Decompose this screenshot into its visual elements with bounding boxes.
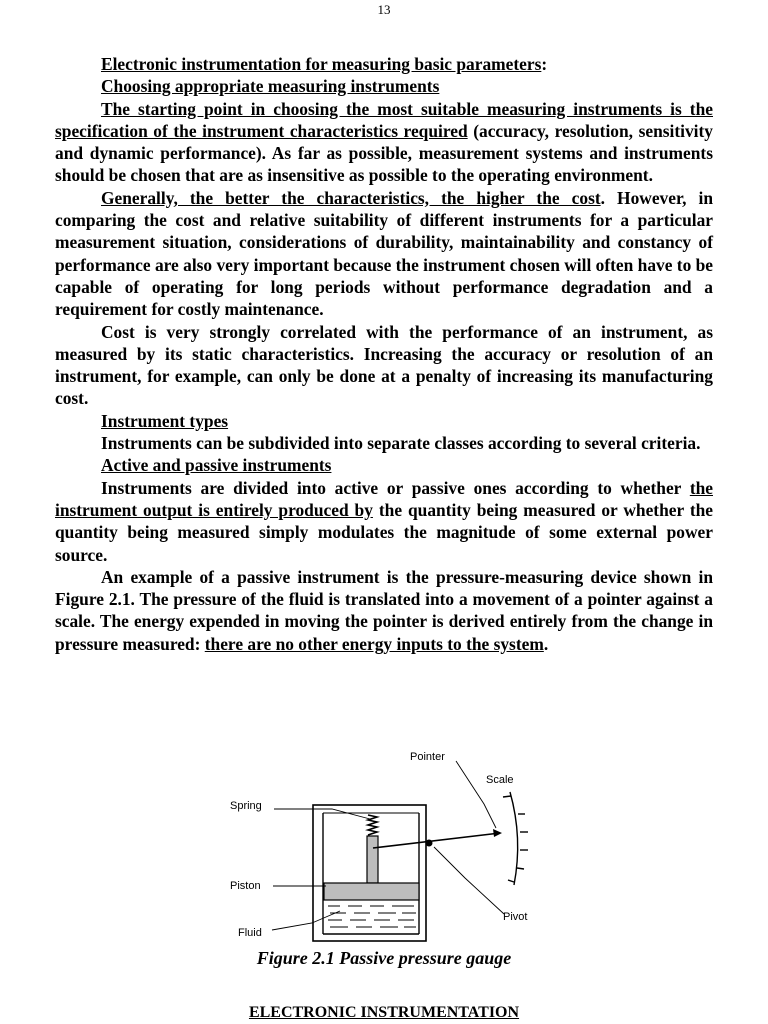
- piston-head: [324, 883, 419, 900]
- label-pivot: Pivot: [503, 911, 528, 923]
- paragraph-1: [55, 98, 713, 187]
- paragraph-5: [55, 477, 713, 566]
- paragraph-6-underlined: there are no other energy inputs to the system: [204, 633, 544, 654]
- document-body: [55, 53, 713, 655]
- pivot-point: [426, 840, 433, 847]
- label-spring: Spring: [230, 800, 262, 812]
- paragraph-1-underlined: The starting point in choosing the most suitable measuring instruments is the specification of the instrument characteristics required: [55, 98, 713, 141]
- fluid: [328, 906, 416, 927]
- spring-coil: [368, 815, 377, 835]
- page-number: 13: [377, 2, 391, 17]
- figure-caption: Figure 2.1 Passive pressure gauge: [256, 948, 512, 968]
- paragraph-2-text: . However, in comparing the cost and relative suitability of different instruments for a particular measurement situation, considerations of durability, maintainability and constancy of performance are also very important because the instrument chosen will often have to be capable of operating for long periods without performance degradation and a requirement for costly maintenance.: [55, 187, 714, 320]
- paragraph-5-text-a: Instruments are divided into active or passive ones according to whether: [101, 477, 690, 498]
- pressure-gauge-figure: [220, 748, 550, 948]
- label-fluid: Fluid: [238, 927, 262, 939]
- active-passive-heading: [55, 454, 713, 476]
- subheading-text: Choosing appropriate measuring instruments: [101, 76, 440, 97]
- paragraph-6-end: .: [543, 633, 549, 654]
- piston-rod: [367, 836, 378, 883]
- instrument-types-text: Instrument types: [101, 410, 229, 431]
- pointer: [373, 833, 500, 848]
- heading-colon: :: [541, 54, 548, 74]
- subsection-heading: [55, 75, 713, 97]
- paragraph-3: Cost is very strongly correlated with the performance of an instrument, as measured by its static characteristics. Increasing the accuracy or resolution of an instrument, for example, can only be done at a penalty of increasing its manufacturing cost.: [55, 321, 713, 409]
- paragraph-2: [55, 187, 713, 321]
- heading-text: Electronic instrumentation for measuring basic parameters: [101, 54, 542, 74]
- active-passive-text: Active and passive instruments: [101, 455, 332, 476]
- paragraph-6-text-a: An example of a passive instrument is the pressure-measuring device shown in Figure 2.1. The pressure of the fluid is translated into a movement of a pointer against a scale. The energy expended in moving the pointer is derived entirely from the change in pressure measured:: [55, 566, 713, 654]
- paragraph-6: [55, 566, 713, 655]
- label-piston: Piston: [230, 880, 261, 892]
- label-scale: Scale: [486, 774, 514, 786]
- paragraph-5-underlined: the instrument output is entirely produced by: [55, 477, 713, 520]
- paragraph-2-underlined: Generally, the better the characteristics, the higher the cost: [101, 187, 601, 208]
- page-footer: ELECTRONIC INSTRUMENTATION: [248, 1004, 520, 1021]
- label-pointer: Pointer: [410, 751, 445, 763]
- scale-arc: [510, 792, 518, 885]
- paragraph-1-text: (accuracy, resolution, sensitivity and dynamic performance). As far as possible, measurement systems and instruments should be chosen that are as insensitive as possible to the operating environment.: [55, 120, 713, 186]
- paragraph-5-text-b: the quantity being measured or whether the quantity being measured simply modulates the magnitude of some external power source.: [55, 499, 713, 565]
- section-heading: [55, 53, 713, 75]
- paragraph-4: Instruments can be subdivided into separate classes according to several criteria.: [101, 433, 701, 454]
- instrument-types-heading: [55, 410, 713, 432]
